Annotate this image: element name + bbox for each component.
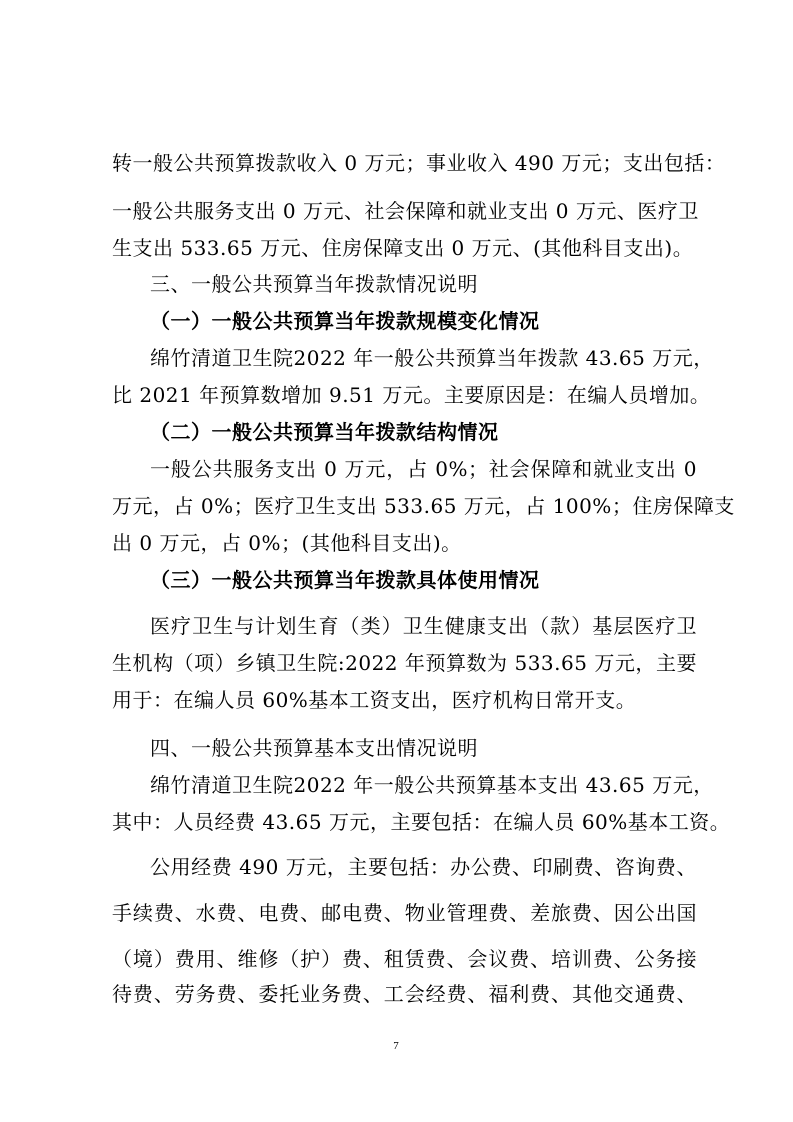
page-number: 7: [393, 1040, 399, 1052]
subsection-heading: （三）一般公共预算当年拨款具体使用情况: [150, 568, 540, 592]
paragraph-line: 一般公共服务支出 0 万元、社会保障和就业支出 0 万元、医疗卫: [112, 199, 699, 223]
section-heading: 四、一般公共预算基本支出情况说明: [150, 736, 478, 760]
paragraph-line: 比 2021 年预算数增加 9.51 万元。主要原因是：在编人员增加。: [112, 383, 711, 407]
paragraph-line: 绵竹清道卫生院2022 年一般公共预算基本支出 43.65 万元，: [150, 773, 714, 797]
paragraph-line: 手续费、水费、电费、邮电费、物业管理费、差旅费、因公出国: [112, 901, 697, 925]
paragraph-line: 一般公共服务支出 0 万元，占 0%；社会保障和就业支出 0: [150, 457, 697, 481]
subsection-heading: （二）一般公共预算当年拨款结构情况: [150, 420, 499, 444]
paragraph-line: 医疗卫生与计划生育（类）卫生健康支出（款）基层医疗卫: [150, 614, 697, 638]
paragraph-line: 用于：在编人员 60%基本工资支出，医疗机构日常开支。: [112, 688, 637, 712]
subsection-heading: （一）一般公共预算当年拨款规模变化情况: [150, 309, 540, 333]
paragraph-line: 出 0 万元，占 0%；(其他科目支出)。: [112, 531, 462, 555]
paragraph-line: 公用经费 490 万元，主要包括：办公费、印刷费、咨询费、: [150, 855, 697, 879]
paragraph-line: 万元，占 0%；医疗卫生支出 533.65 万元，占 100%；住房保障支: [112, 494, 735, 518]
section-heading: 三、一般公共预算当年拨款情况说明: [150, 272, 478, 296]
paragraph-line: 生机构（项）乡镇卫生院:2022 年预算数为 533.65 万元，主要: [112, 651, 697, 675]
paragraph-line: 其中：人员经费 43.65 万元，主要包括：在编人员 60%基本工资。: [112, 810, 731, 834]
paragraph-line: 待费、劳务费、委托业务费、工会经费、福利费、其他交通费、: [112, 982, 697, 1006]
paragraph-line: （境）费用、维修（护）费、租赁费、会议费、培训费、公务接: [112, 947, 697, 971]
paragraph-line: 绵竹清道卫生院2022 年一般公共预算当年拨款 43.65 万元，: [150, 346, 714, 370]
paragraph-line: 生支出 533.65 万元、住房保障支出 0 万元、(其他科目支出)。: [112, 236, 694, 260]
paragraph-line: 转一般公共预算拨款收入 0 万元；事业收入 490 万元；支出包括：: [112, 151, 726, 175]
